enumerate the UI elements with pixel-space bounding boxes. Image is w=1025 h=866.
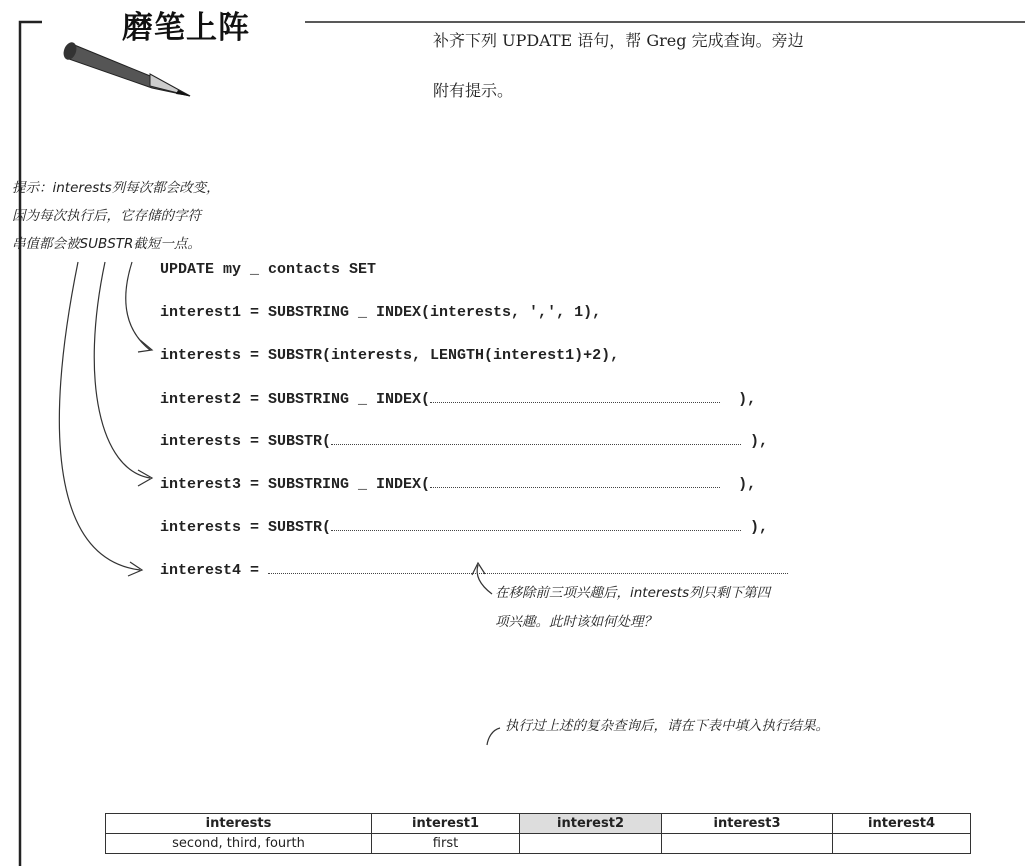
header-interest3: interest3 — [662, 814, 833, 834]
header-interest2: interest2 — [520, 814, 662, 834]
frame-line — [20, 22, 42, 866]
code-line: interests = SUBSTR(interests, LENGTH(interest1)+2), — [160, 347, 620, 364]
fill-blank[interactable] — [430, 475, 720, 488]
hint-arrows — [59, 262, 500, 745]
intro-line-1: 补齐下列 UPDATE 语句，帮 Greg 完成查询。旁边 — [433, 31, 804, 50]
code-line: UPDATE my _ contacts SET — [160, 261, 377, 278]
table-header-row — [106, 814, 971, 834]
note-1-line-2: 项兴趣。此时该如何处理？ — [495, 614, 657, 630]
cell-interest2[interactable] — [520, 834, 662, 854]
hint-line-3: 串值都会被SUBSTR截短一点。 — [12, 236, 201, 252]
fill-blank[interactable] — [268, 561, 788, 574]
fill-blank[interactable] — [331, 432, 741, 445]
code-line: interest4 = — [160, 561, 788, 579]
cell-interest4[interactable] — [833, 834, 971, 854]
fill-blank[interactable] — [331, 518, 741, 531]
cell-interests: second, third, fourth — [106, 834, 372, 854]
code-line: interest3 = SUBSTRING _ INDEX( ), — [160, 476, 757, 493]
pencil-icon — [61, 40, 190, 96]
header-interests: interests — [106, 814, 372, 834]
page-title: 磨笔上阵 — [122, 10, 250, 46]
cell-interest3[interactable] — [662, 834, 833, 854]
note-1-line-1: 在移除前三项兴趣后，interests列只剩下第四 — [495, 585, 771, 601]
code-line: interest1 = SUBSTRING _ INDEX(interests, ',', 1), — [160, 304, 602, 321]
note-2: 执行过上述的复杂查询后，请在下表中填入执行结果。 — [505, 718, 829, 734]
code-line: interests = SUBSTR( ), — [160, 433, 769, 450]
results-table — [105, 813, 971, 854]
intro-line-2: 附有提示。 — [433, 81, 514, 100]
fill-blank[interactable] — [430, 390, 720, 403]
code-line: interest2 = SUBSTRING _ INDEX( ), — [160, 391, 757, 408]
hint-line-2: 因为每次执行后，它存储的字符 — [12, 208, 201, 224]
code-line: interests = SUBSTR( ), — [160, 519, 769, 536]
hint-line-1: 提示：interests列每次都会改变， — [12, 180, 220, 196]
header-interest4: interest4 — [833, 814, 971, 834]
table-row — [106, 834, 971, 854]
cell-interest1: first — [372, 834, 520, 854]
header-interest1: interest1 — [372, 814, 520, 834]
